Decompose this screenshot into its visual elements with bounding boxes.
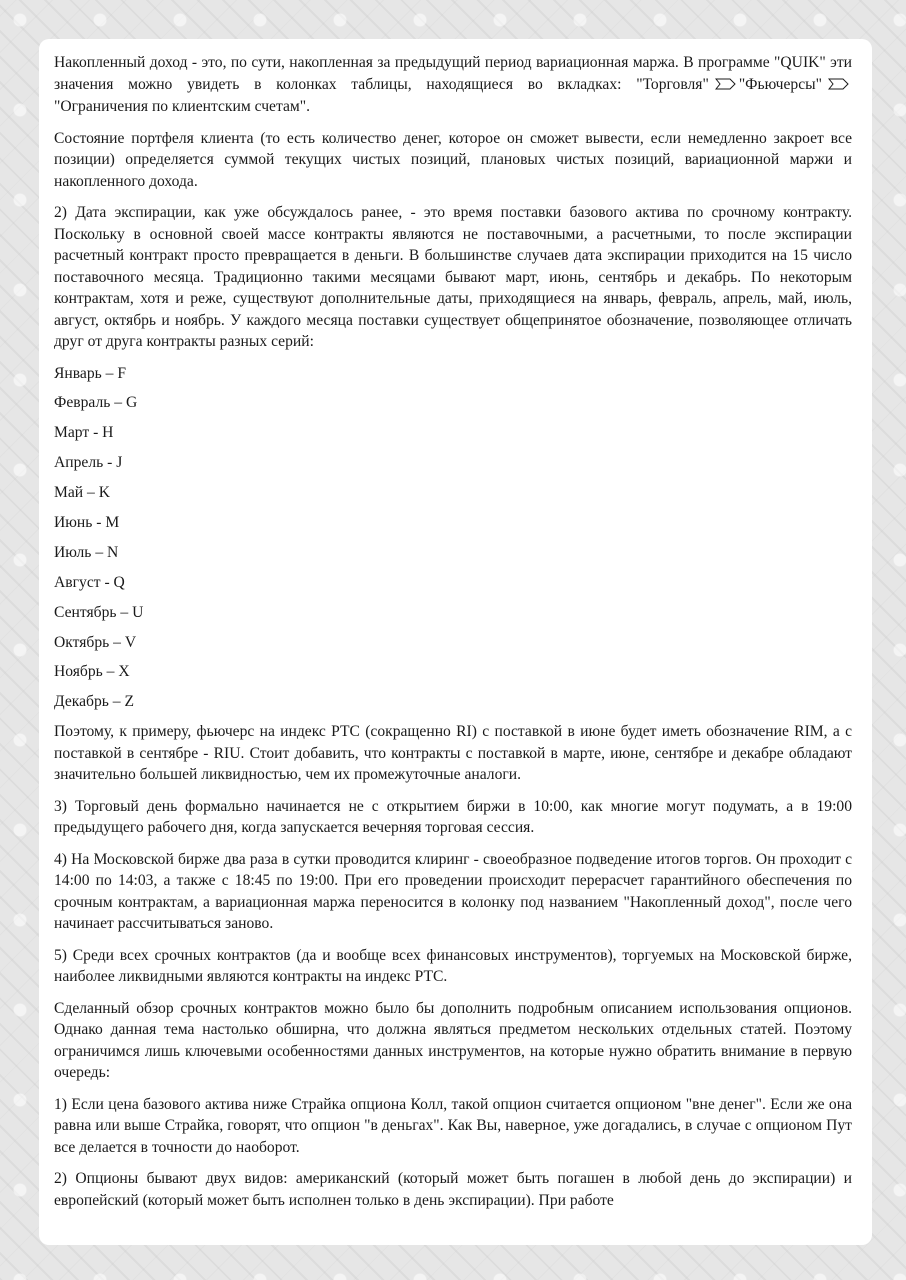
month-code-item: Сентябрь – U (54, 603, 144, 621)
month-code-item: Июнь - M (54, 513, 120, 531)
month-code-item: Май – K (54, 484, 110, 502)
tab-futures-label: "Фьючерсы" (738, 75, 822, 93)
options-types-paragraph: 2) Опционы бывают двух видов: американский (который может быть погашен в любой день до экспирации) и европейский (который может быть исполнен только в день экспирации). При работе (54, 1170, 852, 1209)
month-code-item: Март - H (54, 424, 114, 442)
liquidity-paragraph: 5) Среди всех срочных контрактов (да и вообще всех финансовых инструментов), торгуемых на Московской бирже, наиболее ликвидными являются контракты на индекс РТС. (54, 946, 852, 986)
tab-arrow-icon (828, 75, 850, 97)
intro-text: Накопленный доход - это, по сути, накопленная за предыдущий период вариационная маржа. В программе "QUIK" эти значения можно увидеть в колонках таблицы, находящиеся во вкладках: (54, 54, 852, 93)
month-code-item: Ноябрь – X (54, 663, 130, 681)
tab-arrow-icon (715, 75, 737, 97)
options-intro-paragraph: Сделанный обзор срочных контрактов можно было бы дополнить подробным описанием использования опционов. Однако данная тема настолько обширна, что должна являться предметом нескольких отдельных статей. Поэтому ограничимся лишь ключевыми особенностями данных инструментов, на которые нужно обратить внимание в первую очередь: (54, 999, 852, 1082)
example-paragraph: Поэтому, к примеру, фьючерс на индекс РТС (сокращенно RI) с поставкой в июне будет иметь обозначение RIM, а с поставкой в сентябре - RIU. Стоит добавить, что контракты с поставкой в марте, июне, сентябре и декабре обладают значительно большей ликвидностью, чем их промежуточные аналоги. (54, 723, 852, 784)
month-code-item: Октябрь – V (54, 633, 137, 651)
month-code-item: Февраль – G (54, 394, 138, 412)
month-codes-list (54, 363, 852, 713)
month-code-item: Июль – N (54, 543, 119, 561)
document-page (39, 39, 872, 1245)
month-code-item: Август - Q (54, 573, 125, 591)
trading-day-paragraph: 3) Торговый день формально начинается не с открытием биржи в 10:00, как многие могут подумать, а в 19:00 предыдущего рабочего дня, когда запускается вечерняя торговая сессия. (54, 797, 852, 837)
intro-paragraph (54, 52, 852, 118)
month-code-item: Апрель - J (54, 454, 123, 472)
tab-limits-label: "Ограничения по клиентским счетам". (54, 98, 311, 115)
tab-torgovlya-label: "Торговля" (636, 75, 709, 93)
month-code-item: Декабрь – Z (54, 693, 134, 711)
expiration-paragraph: 2) Дата экспирации, как уже обсуждалось ранее, - это время поставки базового актива по срочному контракту. Поскольку в основной своей массе контракты являются не поставочными, а расчетными, то после экспирации расчетный контракт просто превращается в деньги. В большинстве случаев дата экспирации приходится на 15 число поставочного месяца. Традиционно такими месяцами бывают март, июнь, сентябрь и декабрь. По некоторым контрактам, хотя и реже, существуют дополнительные даты, приходящиеся на январь, февраль, апрель, май, июль, август, октябрь и ноябрь. У каждого месяца поставки существует общепринятое обозначение, позволяющее отличать друг от друга контракты разных серий: (54, 204, 852, 350)
month-code-item: Январь – F (54, 364, 126, 382)
clearing-paragraph: 4) На Московской бирже два раза в сутки проводится клиринг - своеобразное подведение итогов торгов. Он проходит с 14:00 по 14:03, а также с 18:45 по 19:00. При его проведении происходит перерасчет гарантийного обеспечения по срочным контрактам, а вариационная маржа переносится в колонку под названием "Накопленный доход", после чего начинает рассчитываться заново. (54, 850, 852, 933)
portfolio-paragraph: Состояние портфеля клиента (то есть количество денег, которое он сможет вывести, если немедленно закроет все позиции) определяется суммой текущих чистых позиций, плановых чистых позиций, вариационной маржи и накопленного дохода. (54, 129, 852, 190)
options-moneyness-paragraph: 1) Если цена базового актива ниже Страйка опциона Колл, такой опцион считается опционом "вне денег". Если же она равна или выше Страйка, говорят, что опцион "в деньгах". Как Вы, наверное, уже догадались, в случае с опционом Пут все делается в точности до наоборот. (54, 1095, 852, 1156)
